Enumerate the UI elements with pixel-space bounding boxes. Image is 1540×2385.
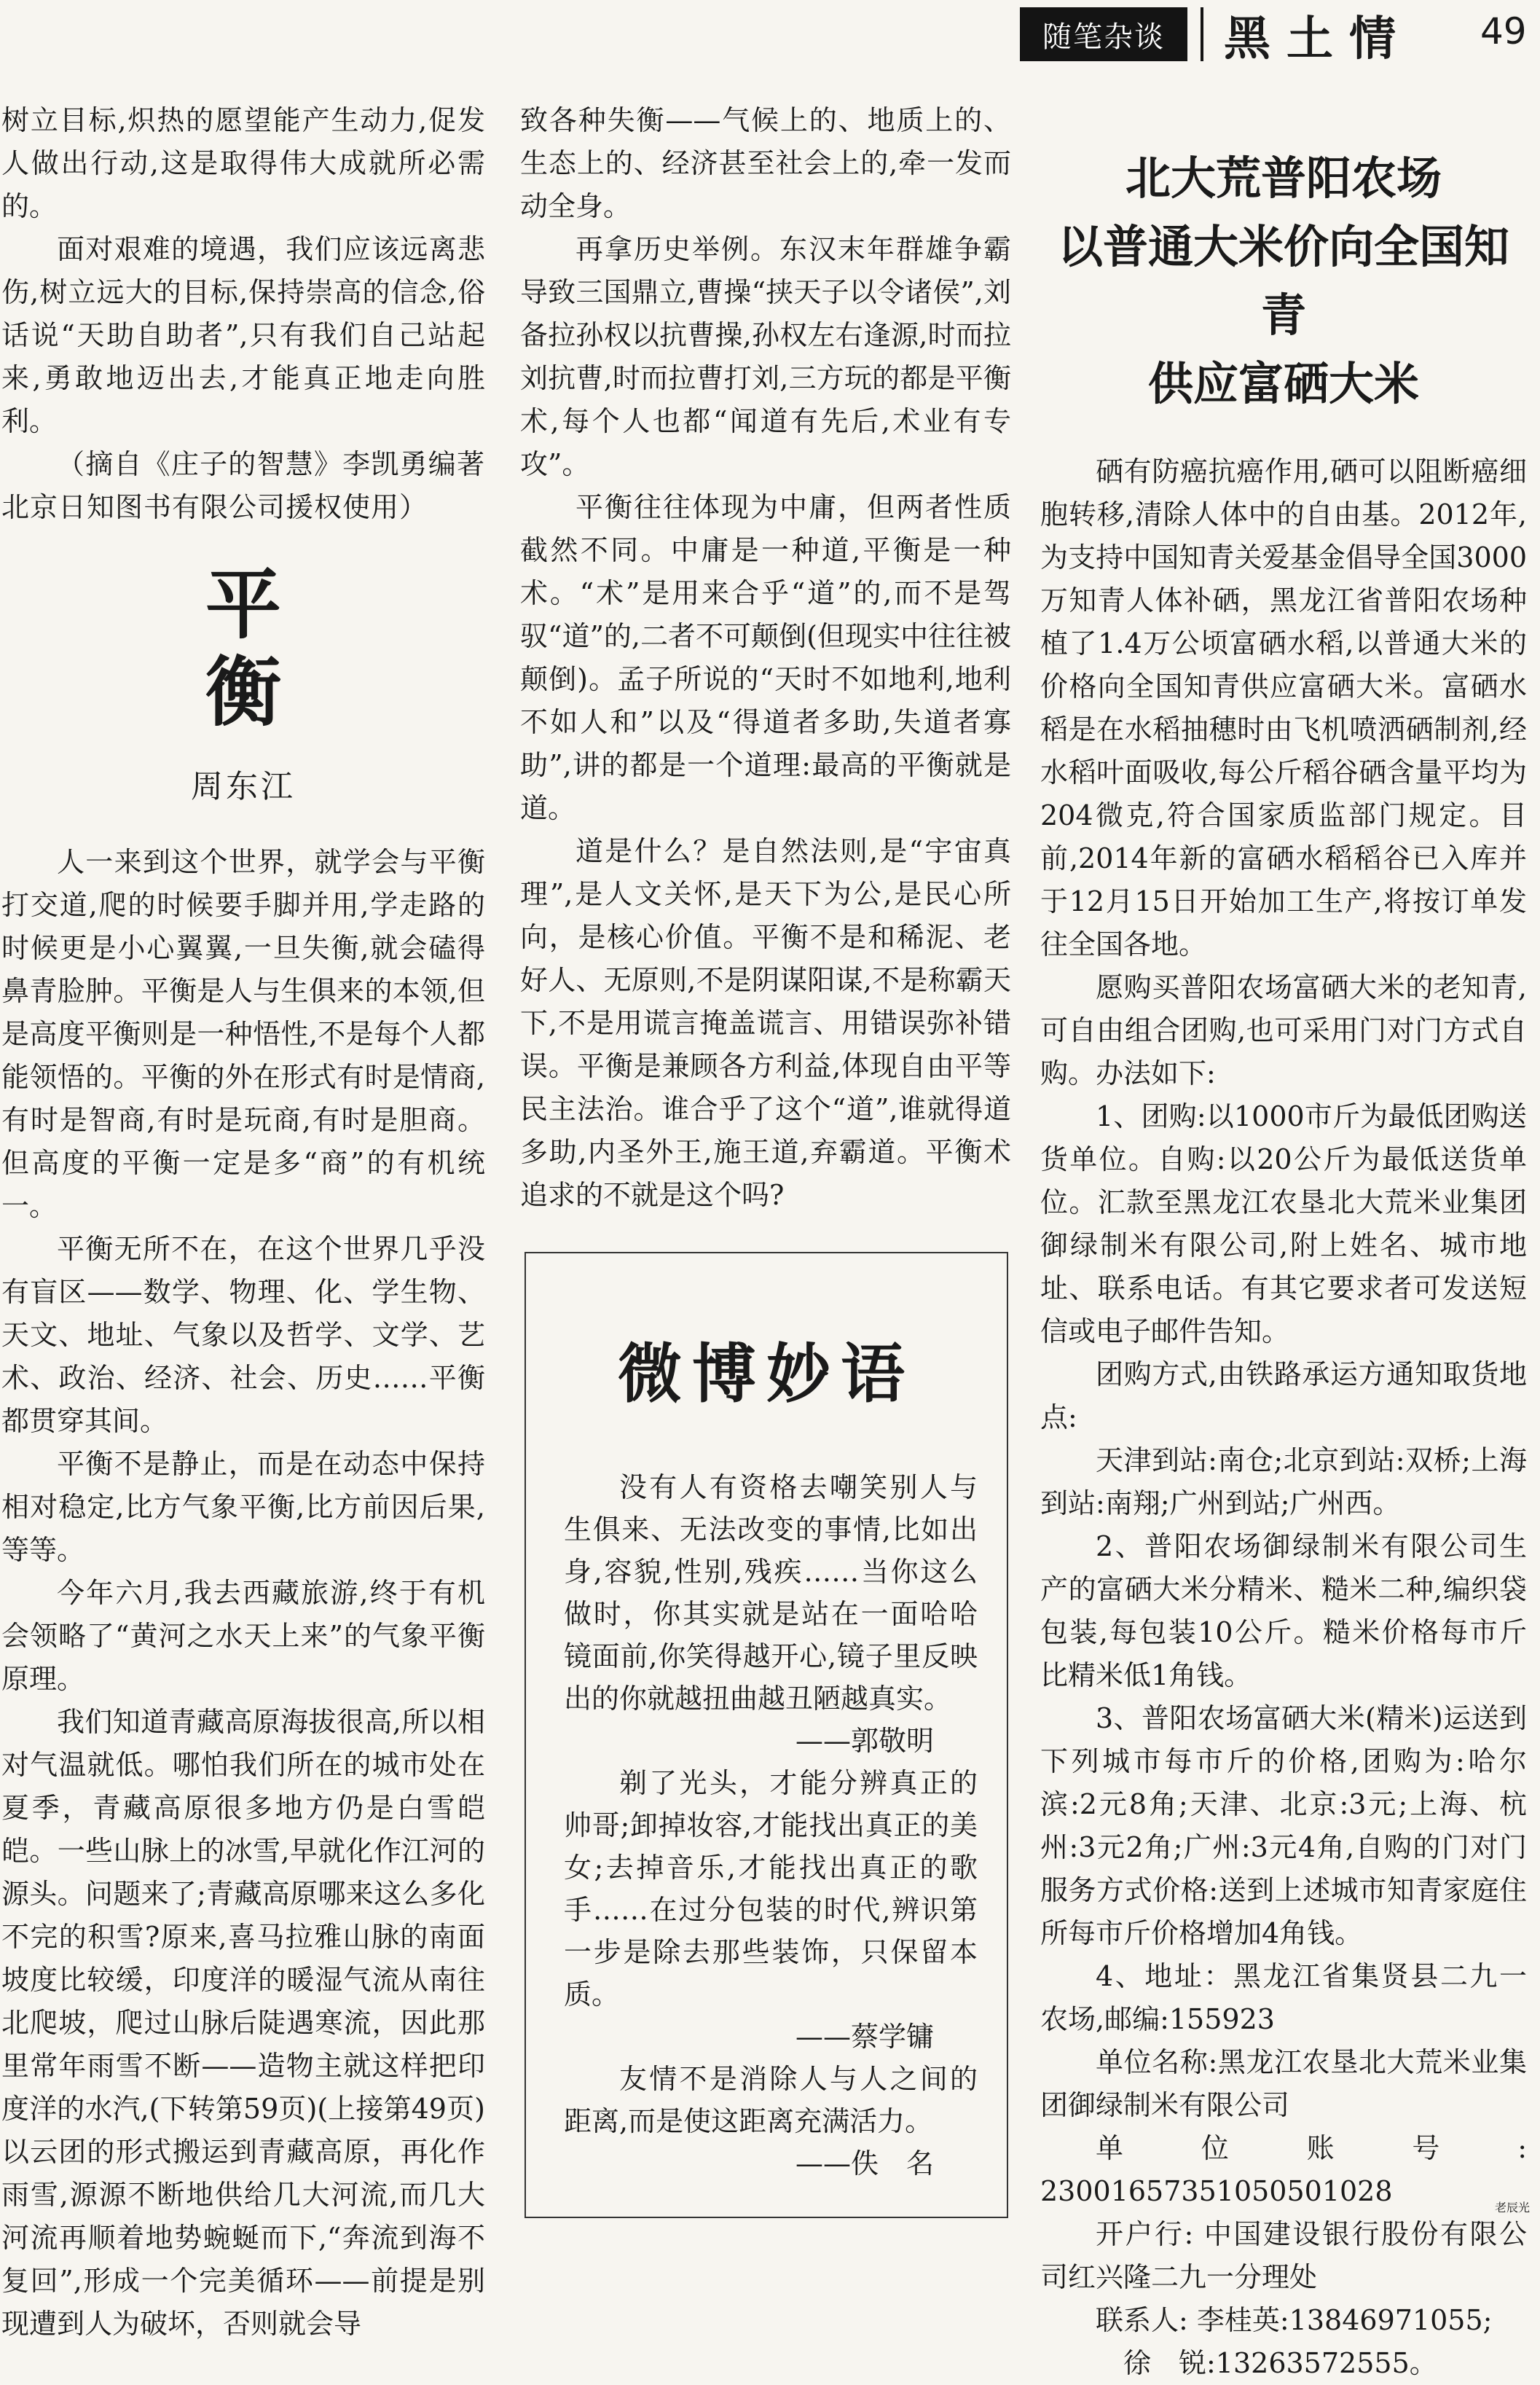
header-divider (1201, 7, 1203, 61)
paragraph: 3、普阳农场富硒大米(精米)运送到下列城市每市斤的价格,团购为:哈尔滨:2元8角;天津、北京:3元;上海、杭州:3元2角;广州:3元4角,自购的门对门服务方式价格:送到上述城市知青家庭住所每市斤价格增加4角钱。 (1040, 1702, 1527, 1949)
quote: 友情不是消除人与人之间的距离,而是使这距离充满活力。 (564, 2063, 978, 2137)
column-right (1040, 99, 1527, 2385)
paragraph: 团购方式,由铁路承运方通知取货地点: (1040, 1358, 1527, 1433)
paragraph: 1、团购:以1000市斤为最低团购送货单位。自购:以20公斤为最低送货单位。汇款至黑龙江农垦北大荒米业集团御绿制米有限公司,附上姓名、城市地址、联系电话。有其它要求者可发送短信或电子邮件告知。 (1040, 1100, 1527, 1347)
paragraph: 道是什么？是自然法则,是“宇宙真理”,是人文关怀,是天下为公,是民心所向，是核心价值。平衡不是和稀泥、老好人、无原则,不是阴谋阳谋,不是称霸天下,不是用谎言掩盖谎言、用错误弥补错误。平衡是兼顾各方利益,体现自由平等民主法治。谁合乎了这个“道”,谁就得道多助,内圣外王,施王道,弃霸道。平衡术追求的不就是这个吗? (520, 835, 1011, 1211)
paragraph: 树立目标,炽热的愿望能产生动力,促发人做出行动,这是取得伟大成就所必需的。 (1, 104, 485, 222)
paragraph: 平衡无所不在，在这个世界几乎没有盲区——数学、物理、化、学生物、天文、地址、气象以及哲学、文学、艺术、政治、经济、社会、历史……平衡都贯穿其间。 (1, 1233, 485, 1437)
contact-line: 联系人: 李桂英:13846971055; (1096, 2304, 1493, 2336)
paragraph: 天津到站:南仓;北京到站:双桥;上海到站:南翔;广州到站;广州西。 (1040, 1444, 1527, 1519)
quote-author: ——蔡学镛 (795, 2021, 934, 2053)
notice-title-line: 供应富硒大米 (1147, 357, 1419, 410)
quote-author: ——郭敬明 (795, 1725, 934, 1757)
notice-title (1040, 144, 1527, 418)
corner-credit: 老辰光 (1494, 2201, 1530, 2214)
source-note: （摘自《庄子的智慧》李凯勇编著北京日知图书有限公司援权使用） (1, 448, 485, 523)
paragraph: 人一来到这个世界，就学会与平衡打交道,爬的时候要手脚并用,学走路的时候更是小心翼翼,一旦失衡,就会磕得鼻青脸肿。平衡是人与生俱来的本领,但是高度平衡则是一种悟性,不是每个人都能领悟的。平衡的外在形式有时是情商,有时是智商,有时是玩商,有时是胆商。但高度的平衡一定是多“商”的有机统一。 (1, 846, 485, 1222)
paragraph: 愿购买普阳农场富硒大米的老知青,可自由组合团购,也可采用门对门方式自购。办法如下: (1040, 971, 1527, 1089)
paragraph: 2、普阳农场御绿制米有限公司生产的富硒大米分精米、糙米二种,编织袋包装,每包装10公斤。糙米价格每市斤比精米低1角钱。 (1040, 1530, 1527, 1691)
notice-title-line: 北大荒普阳农场 (1125, 152, 1442, 205)
paragraph: 单位账号: 23001657351050501028 (1040, 2132, 1527, 2207)
quote: 没有人有资格去嘲笑别人与生俱来、无法改变的事情,比如出身,容貌,性别,残疾……当你这么做时，你其实就是站在一面哈哈镜面前,你笑得越开心,镜子里反映出的你就越扭曲越丑陋越真实。 (564, 1471, 978, 1715)
article-author: 周东江 (191, 768, 296, 805)
magazine-logo: 黑土情 (1224, 12, 1412, 66)
paragraph: 单位名称:黑龙江农垦北大荒米业集团御绿制米有限公司 (1040, 2046, 1527, 2121)
paragraph: 平衡不是静止，而是在动态中保持相对稳定,比方气象平衡,比方前因后果,等等。 (1, 1448, 485, 1566)
column-middle (520, 99, 1011, 1217)
notice-title-line: 以普通大米价向全国知青 (1057, 220, 1509, 342)
paragraph: 致各种失衡——气候上的、地质上的、生态上的、经济甚至社会上的,牵一发而动全身。 (520, 104, 1011, 222)
weibo-title: 微博妙语 (617, 1336, 915, 1411)
quote-author: ——佚 名 (795, 2147, 934, 2180)
contact-line: 徐 锐:13263572555。 (1123, 2347, 1437, 2379)
paragraph: 再拿历史举例。东汉末年群雄争霸导致三国鼎立,曹操“挟天子以令诸侯”,刘备拉孙权以抗曹操,孙权左右逢源,时而拉刘抗曹,时而拉曹打刘,三方玩的都是平衡术,每个人也都“闻道有先后,术业有专攻”。 (520, 233, 1011, 480)
paragraph: 今年六月,我去西藏旅游,终于有机会领略了“黄河之水天上来”的气象平衡原理。 (1, 1577, 485, 1695)
paragraph: 面对艰难的境遇，我们应该远离悲伤,树立远大的目标,保持崇高的信念,俗话说“天助自助者”,只有我们自己站起来,勇敢地迈出去,才能真正地走向胜利。 (1, 233, 485, 437)
section-tag: 随笔杂谈 (1020, 7, 1187, 61)
page-number: 49 (1480, 10, 1527, 52)
paragraph: 4、地址：黑龙江省集贤县二九一农场,邮编:155923 (1040, 1960, 1527, 2035)
column-left (1, 99, 485, 2346)
paragraph: 平衡往往体现为中庸，但两者性质截然不同。中庸是一种道,平衡是一种术。“术”是用来合乎“道”的,而不是驾驭“道”的,二者不可颠倒(但现实中往往被颠倒)。孟子所说的“天时不如地利,地利不如人和”以及“得道者多助,失道者寡助”,讲的都是一个道理:最高的平衡就是道。 (520, 491, 1011, 824)
quote: 剃了光头，才能分辨真正的帅哥;卸掉妆容,才能找出真正的美女;去掉音乐,才能找出真正的歌手……在过分包装的时代,辨识第一步是除去那些装饰，只保留本质。 (564, 1767, 978, 2010)
paragraph: 硒有防癌抗癌作用,硒可以阻断癌细胞转移,清除人体中的自由基。2012年,为支持中国知青关爱基金倡导全国3000万知青人体补硒，黑龙江省普阳农场种植了1.4万公顷富硒水稻,以普通大米的价格向全国知青供应富硒大米。富硒水稻是在水稻抽穗时由飞机喷洒硒制剂,经水稻叶面吸收,每公斤稻谷硒含量平均为204微克,符合国家质监部门规定。目前,2014年新的富硒水稻稻谷已入库并于12月15日开始加工生产,将按订单发往全国各地。 (1040, 455, 1527, 960)
paragraph: 开户行: 中国建设银行股份有限公司红兴隆二九一分理处 (1040, 2218, 1527, 2293)
weibo-quotes-box (525, 1252, 1008, 2218)
paragraph: 我们知道青藏高原海拔很高,所以相对气温就低。哪怕我们所在的城市处在夏季，青藏高原很多地方仍是白雪皑皑。一些山脉上的冰雪,早就化作江河的源头。问题来了;青藏高原哪来这么多化不完的积雪?原来,喜马拉雅山脉的南面坡度比较缓，印度洋的暖湿气流从南往北爬坡，爬过山脉后陡遇寒流，因此那里常年雨雪不断——造物主就这样把印度洋的水汽,(下转第59页)(上接第49页)以云团的形式搬运到青藏高原，再化作雨雪,源源不断地供给几大河流,而几大河流再顺着地势蜿蜒而下,“奔流到海不复回”,形成一个完美循环——前提是别现遭到人为破坏，否则就会导 (1, 1706, 485, 2340)
article-title: 平衡 (205, 560, 427, 737)
